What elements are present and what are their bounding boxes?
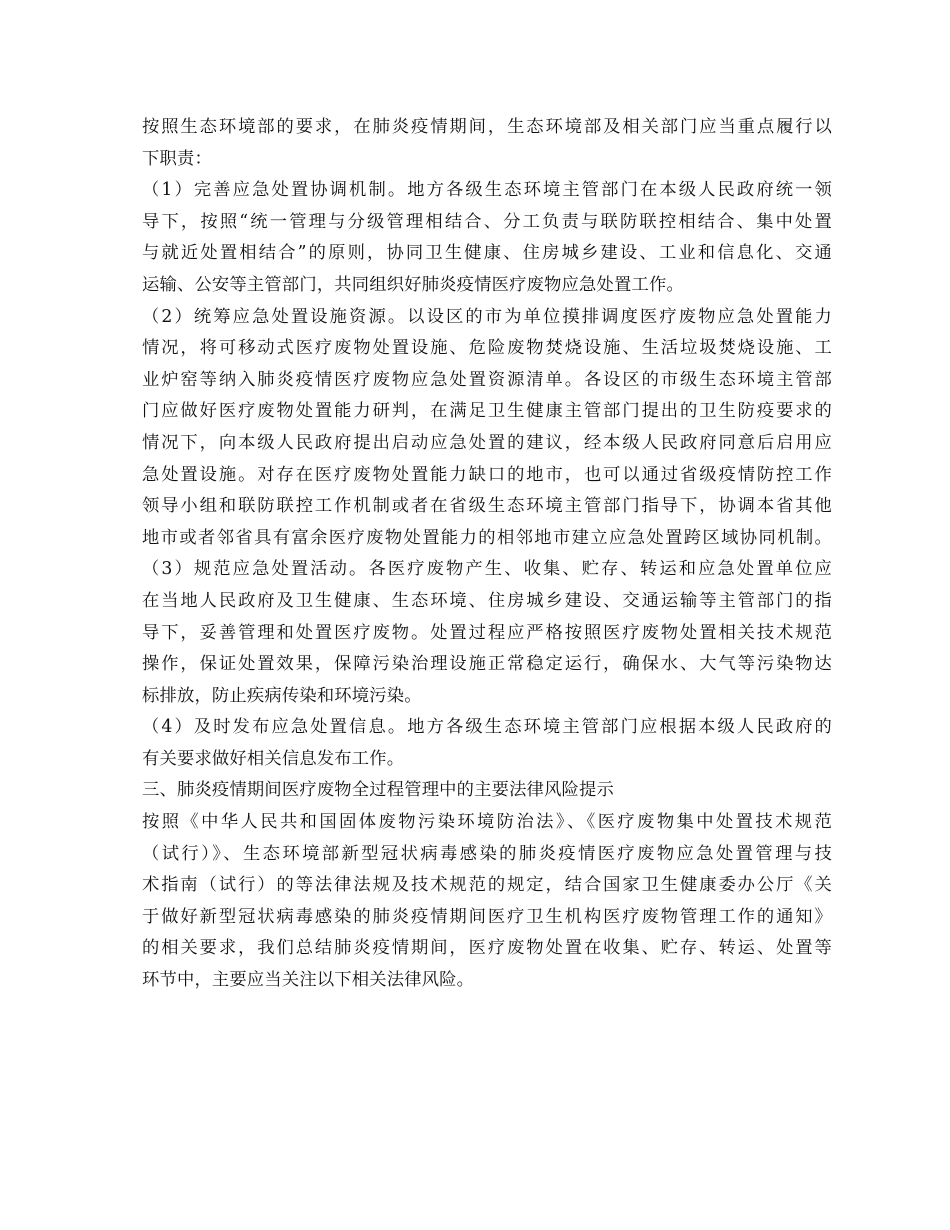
text-line: 领导小组和联防联控工作机制或者在省级生态环境主管部门指导下，协调本省其他 bbox=[142, 496, 832, 517]
text-line: 业炉窑等纳入肺炎疫情医疗废物应急处置资源清单。各设区的市级生态环境主管部 bbox=[142, 369, 832, 390]
text-line: 下职责： bbox=[142, 148, 212, 169]
text-line: （1）完善应急处置协调机制。地方各级生态环境主管部门在本级人民政府统一领 bbox=[142, 180, 832, 201]
text-line: （4）及时发布应急处置信息。地方各级生态环境主管部门应根据本级人民政府的 bbox=[142, 717, 832, 738]
text-line: 急处置设施。对存在医疗废物处置能力缺口的地市，也可以通过省级疫情防控工作 bbox=[142, 464, 832, 485]
text-line: 情况，将可移动式医疗废物处置设施、危险废物焚烧设施、生活垃圾焚烧设施、工 bbox=[142, 338, 832, 359]
text-line: （3）规范应急处置活动。各医疗废物产生、收集、贮存、转运和应急处置单位应 bbox=[142, 559, 832, 580]
text-line: 按照生态环境部的要求，在肺炎疫情期间，生态环境部及相关部门应当重点履行以 bbox=[142, 117, 832, 137]
text-line: 运输、公安等主管部门，共同组织好肺炎疫情医疗废物应急处置工作。 bbox=[142, 274, 684, 295]
text-line: （2）统筹应急处置设施资源。以设区的市为单位摸排调度医疗废物应急处置能力 bbox=[142, 306, 832, 327]
text-line: 操作，保证处置效果，保障污染治理设施正常稳定运行，确保水、大气等污染物达 bbox=[142, 654, 832, 675]
text-line: 术指南（试行）的等法律法规及技术规范的规定，结合国家卫生健康委办公厅《关 bbox=[142, 875, 832, 896]
text-line: 情况下，向本级人民政府提出启动应急处置的建议，经本级人民政府同意后启用应 bbox=[142, 432, 832, 453]
text-line: 导下，妥善管理和处置医疗废物。处置过程应严格按照医疗废物处置相关技术规范 bbox=[142, 622, 832, 643]
text-line: 于做好新型冠状病毒感染的肺炎疫情期间医疗卫生机构医疗废物管理工作的通知》 bbox=[142, 906, 832, 927]
text-line: 有关要求做好相关信息发布工作。 bbox=[142, 748, 405, 769]
text-line: 环节中，主要应当关注以下相关法律风险。 bbox=[142, 970, 475, 991]
text-line: （试行）》、生态环境部新型冠状病毒感染的肺炎疫情医疗废物应急处置管理与技 bbox=[142, 843, 832, 864]
document-body bbox=[142, 112, 832, 997]
text-line: 按照《中华人民共和国固体废物污染环境防治法》、《医疗废物集中处置技术规范 bbox=[142, 812, 832, 833]
text-line: 在当地人民政府及卫生健康、生态环境、住房城乡建设、交通运输等主管部门的指 bbox=[142, 590, 832, 611]
text-line: 地市或者邻省具有富余医疗废物处置能力的相邻地市建立应急处置跨区域协同机制。 bbox=[142, 527, 832, 548]
text-line: 与就近处置相结合”的原则，协同卫生健康、住房城乡建设、工业和信息化、交通 bbox=[142, 243, 832, 264]
text-line: 导下，按照“统一管理与分级管理相结合、分工负责与联防联控相结合、集中处置 bbox=[142, 211, 832, 232]
text-line: 门应做好医疗废物处置能力研判，在满足卫生健康主管部门提出的卫生防疫要求的 bbox=[142, 401, 832, 422]
text-line: 标排放，防止疾病传染和环境污染。 bbox=[142, 685, 422, 706]
text-line: 的相关要求，我们总结肺炎疫情期间，医疗废物处置在收集、贮存、转运、处置等 bbox=[142, 938, 832, 959]
section-heading: 三、肺炎疫情期间医疗废物全过程管理中的主要法律风险提示 bbox=[142, 780, 614, 801]
